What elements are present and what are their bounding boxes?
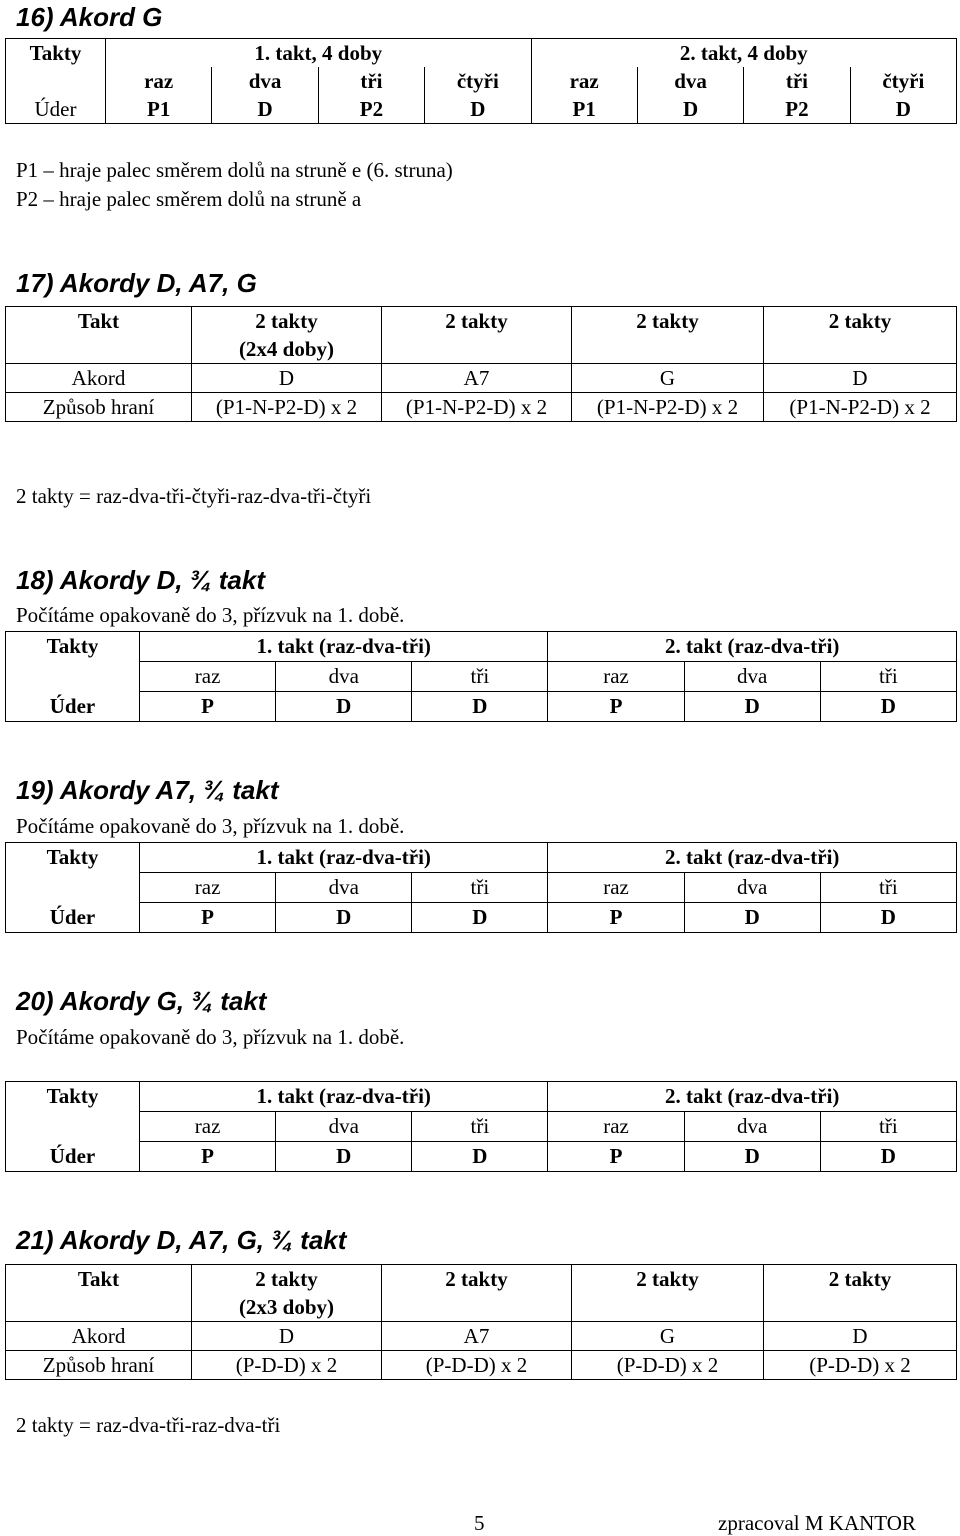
beat-cell: tři (412, 1112, 548, 1142)
beat-cell: raz (548, 662, 684, 692)
beat-cell: tři (412, 662, 548, 692)
chord-cell: D (192, 1322, 382, 1351)
beat-cell: tři (820, 662, 956, 692)
stroke-cell: D (850, 95, 956, 124)
section-18-intro: Počítáme opakovaně do 3, přízvuk na 1. době. (16, 603, 405, 627)
section-20-intro: Počítáme opakovaně do 3, přízvuk na 1. době. (16, 1025, 405, 1049)
beat-cell: raz (140, 1112, 276, 1142)
takt-cell: 2 takty (382, 307, 572, 364)
beat-cell: dva (637, 67, 743, 95)
table-row (6, 1112, 957, 1142)
beat-cell: dva (684, 1112, 820, 1142)
beat-cell: dva (212, 67, 318, 95)
table-row (6, 67, 957, 95)
empty-cell (6, 1112, 140, 1142)
section-21-note: 2 takty = raz-dva-tři-raz-dva-tři (16, 1413, 281, 1437)
section-16-title: 16) Akord G (16, 2, 163, 32)
table-row (6, 1265, 957, 1294)
stroke-cell: D (425, 95, 531, 124)
table-row (6, 873, 957, 903)
stroke-cell: P (548, 692, 684, 722)
chord-cell: G (572, 1322, 764, 1351)
row-label: Akord (6, 364, 192, 393)
takt-cell: 2 takty (764, 307, 957, 364)
table-row (6, 632, 957, 662)
beat-cell: dva (684, 662, 820, 692)
stroke-cell: P1 (106, 95, 212, 124)
takt-2-header: 2. takt (raz-dva-tři) (548, 632, 957, 662)
empty-cell (6, 67, 106, 95)
beat-cell: tři (820, 1112, 956, 1142)
stroke-cell: D (684, 903, 820, 933)
chord-cell: D (764, 1322, 957, 1351)
beat-cell: raz (531, 67, 637, 95)
takt-sub-cell: (2x4 doby) (192, 335, 382, 364)
chord-cell: D (764, 364, 957, 393)
takt-cell: 2 takty (764, 1265, 957, 1322)
stroke-cell: P (548, 1142, 684, 1172)
empty-cell (6, 873, 140, 903)
pattern-cell: (P1-N-P2-D) x 2 (572, 393, 764, 422)
beat-cell: dva (684, 873, 820, 903)
row-label: Takty (6, 632, 140, 662)
table-row (6, 843, 957, 873)
section-18-table (5, 631, 957, 722)
table-row (6, 692, 957, 722)
stroke-cell: D (212, 95, 318, 124)
stroke-cell: D (276, 903, 412, 933)
beat-cell: raz (548, 1112, 684, 1142)
footer-author: zpracoval M KANTOR (718, 1511, 916, 1535)
table-row (6, 95, 957, 124)
beat-cell: dva (276, 662, 412, 692)
takt-cell: 2 takty (382, 1265, 572, 1322)
stroke-cell: D (684, 692, 820, 722)
section-20-table (5, 1081, 957, 1172)
section-19-table (5, 842, 957, 933)
table-row (6, 393, 957, 422)
beat-cell: dva (276, 1112, 412, 1142)
stroke-cell: D (820, 692, 956, 722)
table-row (6, 1322, 957, 1351)
takt-cell: 2 takty (192, 307, 382, 336)
beat-cell: raz (548, 873, 684, 903)
beat-cell: tři (412, 873, 548, 903)
pattern-cell: (P-D-D) x 2 (382, 1351, 572, 1380)
stroke-cell: D (637, 95, 743, 124)
section-21-table (5, 1264, 957, 1380)
beat-cell: tři (820, 873, 956, 903)
stroke-cell: D (412, 692, 548, 722)
table-row (6, 364, 957, 393)
pattern-cell: (P-D-D) x 2 (192, 1351, 382, 1380)
chord-cell: A7 (382, 1322, 572, 1351)
stroke-cell: D (412, 903, 548, 933)
takt-1-header: 1. takt (raz-dva-tři) (140, 632, 548, 662)
section-17-table (5, 306, 957, 422)
takt-1-header: 1. takt, 4 doby (106, 39, 532, 68)
stroke-cell: D (820, 903, 956, 933)
takt-sub-cell: (2x3 doby) (192, 1293, 382, 1322)
chord-cell: G (572, 364, 764, 393)
chord-cell: A7 (382, 364, 572, 393)
row-label: Úder (6, 95, 106, 124)
stroke-cell: P (140, 1142, 276, 1172)
section-20-title: 20) Akordy G, ¾ takt (16, 986, 267, 1016)
page-number: 5 (474, 1511, 485, 1535)
row-label: Úder (6, 1142, 140, 1172)
stroke-cell: P (548, 903, 684, 933)
row-label: Způsob hraní (6, 393, 192, 422)
stroke-cell: P (140, 903, 276, 933)
takt-1-header: 1. takt (raz-dva-tři) (140, 1082, 548, 1112)
takt-cell: 2 takty (572, 1265, 764, 1322)
stroke-cell: D (820, 1142, 956, 1172)
table-row (6, 1142, 957, 1172)
stroke-cell: D (276, 692, 412, 722)
row-label: Úder (6, 903, 140, 933)
stroke-cell: D (276, 1142, 412, 1172)
takt-2-header: 2. takt (raz-dva-tři) (548, 1082, 957, 1112)
table-row (6, 903, 957, 933)
section-21-title: 21) Akordy D, A7, G, ¾ takt (16, 1225, 347, 1255)
empty-cell (6, 335, 192, 364)
stroke-cell: P2 (318, 95, 424, 124)
row-label: Takty (6, 1082, 140, 1112)
section-18-title: 18) Akordy D, ¾ takt (16, 565, 266, 595)
row-label: Úder (6, 692, 140, 722)
pattern-cell: (P1-N-P2-D) x 2 (764, 393, 957, 422)
section-17-title: 17) Akordy D, A7, G (16, 268, 257, 298)
section-19-intro: Počítáme opakovaně do 3, přízvuk na 1. době. (16, 814, 405, 838)
beat-cell: tři (744, 67, 850, 95)
section-16-table (5, 38, 957, 124)
beat-cell: dva (276, 873, 412, 903)
row-label: Takty (6, 39, 106, 68)
beat-cell: tři (318, 67, 424, 95)
takt-1-header: 1. takt (raz-dva-tři) (140, 843, 548, 873)
table-row (6, 39, 957, 68)
pattern-cell: (P-D-D) x 2 (572, 1351, 764, 1380)
beat-cell: čtyři (425, 67, 531, 95)
table-row (6, 662, 957, 692)
table-row (6, 1351, 957, 1380)
section-16-note-2: P2 – hraje palec směrem dolů na struně a (16, 187, 362, 211)
table-row (6, 1082, 957, 1112)
beat-cell: raz (140, 662, 276, 692)
stroke-cell: P (140, 692, 276, 722)
row-label: Akord (6, 1322, 192, 1351)
beat-cell: čtyři (850, 67, 956, 95)
empty-cell (6, 1293, 192, 1322)
pattern-cell: (P1-N-P2-D) x 2 (192, 393, 382, 422)
section-17-note: 2 takty = raz-dva-tři-čtyři-raz-dva-tři-čtyři (16, 484, 372, 508)
takt-cell: 2 takty (572, 307, 764, 364)
pattern-cell: (P-D-D) x 2 (764, 1351, 957, 1380)
pattern-cell: (P1-N-P2-D) x 2 (382, 393, 572, 422)
takt-cell: 2 takty (192, 1265, 382, 1294)
chord-cell: D (192, 364, 382, 393)
section-16-note-1: P1 – hraje palec směrem dolů na struně e (6. struna) (16, 158, 453, 182)
beat-cell: raz (106, 67, 212, 95)
table-row (6, 307, 957, 336)
empty-cell (6, 662, 140, 692)
stroke-cell: P1 (531, 95, 637, 124)
takt-2-header: 2. takt (raz-dva-tři) (548, 843, 957, 873)
row-label: Takt (6, 1265, 192, 1294)
section-19-title: 19) Akordy A7, ¾ takt (16, 775, 279, 805)
beat-cell: raz (140, 873, 276, 903)
takt-2-header: 2. takt, 4 doby (531, 39, 957, 68)
row-label: Takt (6, 307, 192, 336)
row-label: Takty (6, 843, 140, 873)
stroke-cell: D (412, 1142, 548, 1172)
stroke-cell: P2 (744, 95, 850, 124)
row-label: Způsob hraní (6, 1351, 192, 1380)
stroke-cell: D (684, 1142, 820, 1172)
